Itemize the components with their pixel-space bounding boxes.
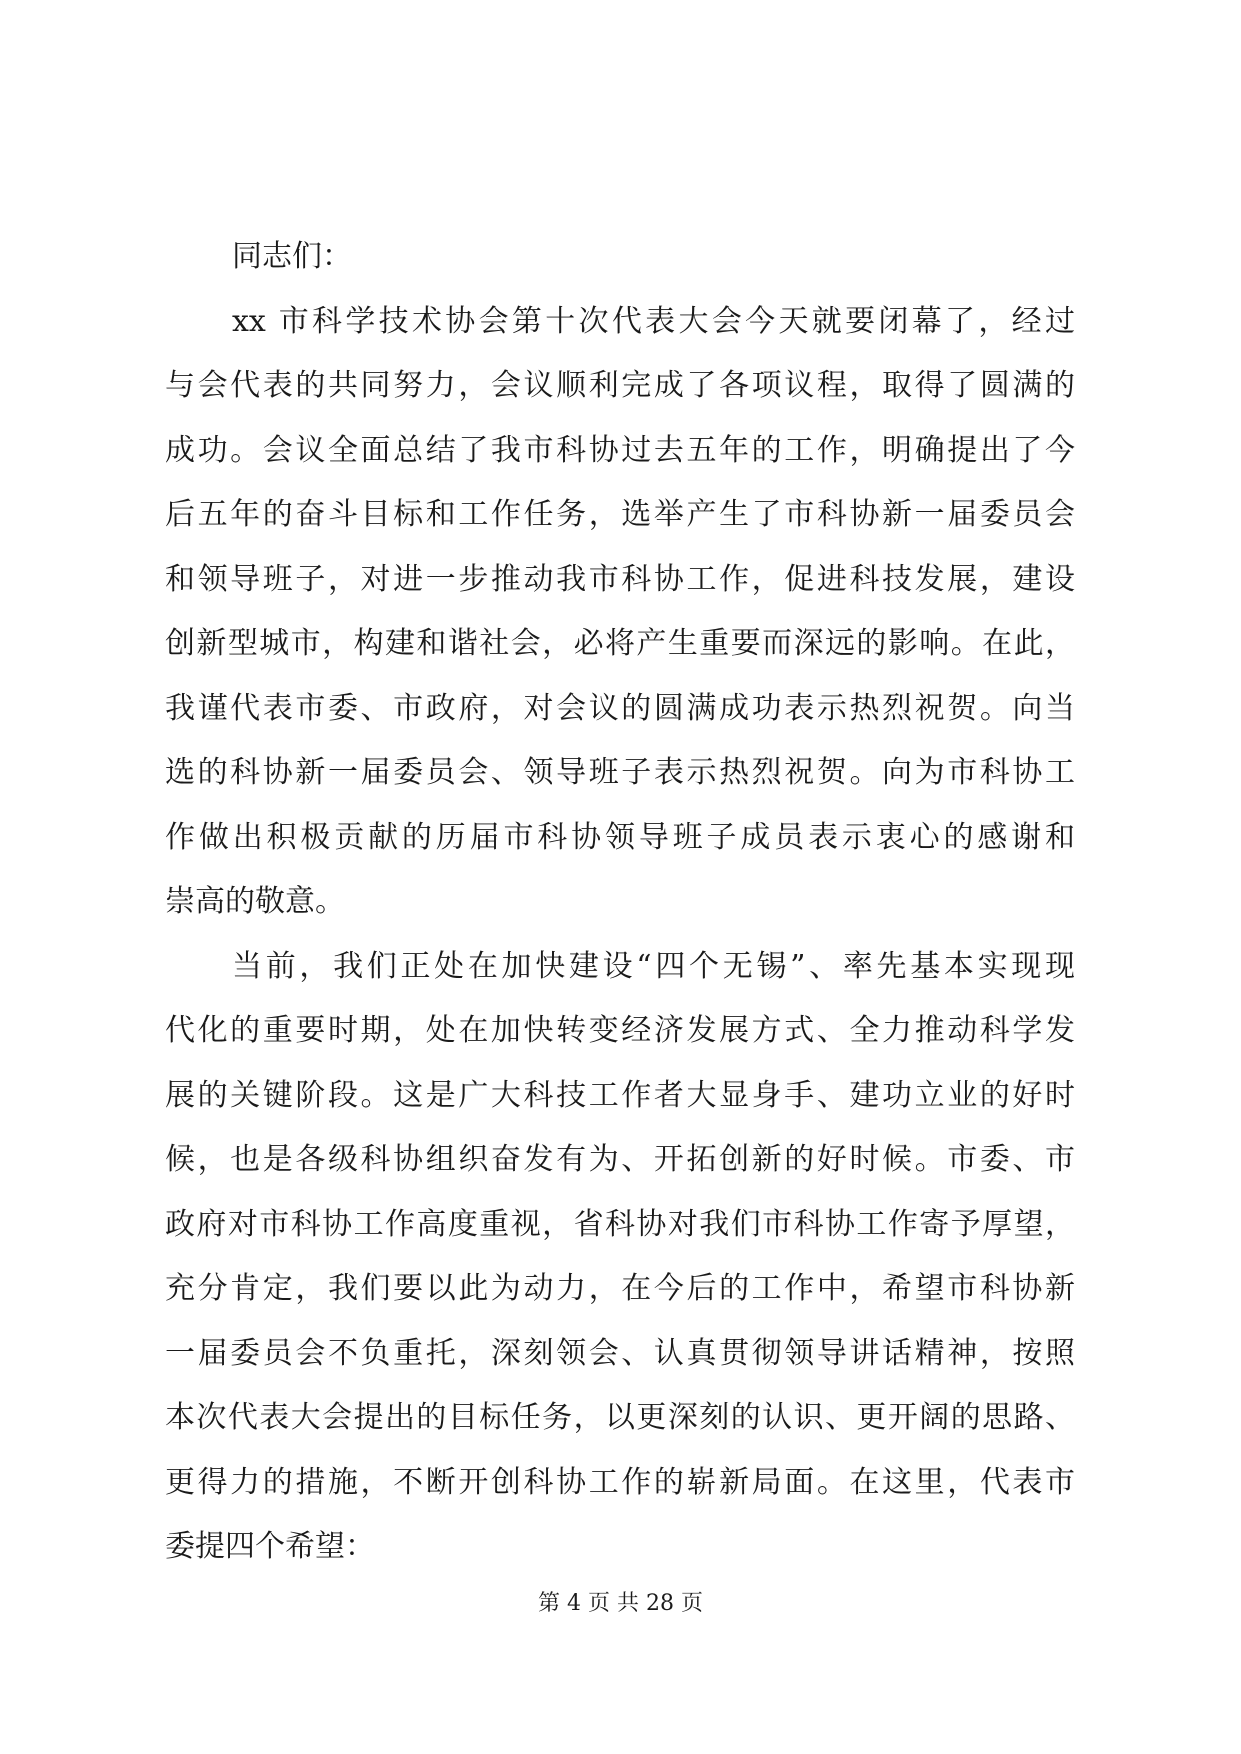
paragraph-line: xx 市科学技术协会第十次代表大会今天就要闭幕了，经过	[232, 303, 1075, 339]
paragraph-line: 充分肯定，我们要以此为动力，在今后的工作中，希望市科协新	[165, 1271, 1075, 1306]
paragraph-line: 展的关键阶段。这是广大科技工作者大显身手、建功立业的好时	[165, 1077, 1075, 1113]
paragraph-line: 本次代表大会提出的目标任务，以更深刻的认识、更开阔的思路、	[165, 1400, 1075, 1435]
paragraph-line: 当前，我们正处在加快建设“四个无锡”、率先基本实现现	[232, 948, 1075, 984]
paragraph-line: 崇高的敬意。	[165, 884, 345, 919]
page-number-footer: 第 4 页 共 28 页	[538, 1591, 703, 1616]
paragraph-2	[165, 935, 1075, 1580]
paragraph-line: 我谨代表市委、市政府，对会议的圆满成功表示热烈祝贺。向当	[165, 690, 1075, 726]
paragraph-line: 和领导班子，对进一步推动我市科协工作，促进科技发展，建设	[165, 561, 1075, 597]
paragraph-line: 代化的重要时期，处在加快转变经济发展方式、全力推动科学发	[165, 1013, 1075, 1048]
paragraph-line: 更得力的措施，不断开创科协工作的崭新局面。在这里，代表市	[165, 1464, 1075, 1500]
paragraph-line: 后五年的奋斗目标和工作任务，选举产生了市科协新一届委员会	[165, 497, 1075, 532]
paragraph-line: 作做出积极贡献的历届市科协领导班子成员表示衷心的感谢和	[165, 819, 1075, 855]
paragraph-1	[165, 290, 1075, 935]
paragraph-line: 选的科协新一届委员会、领导班子表示热烈祝贺。向为市科协工	[165, 755, 1075, 790]
paragraph-line: 委提四个希望：	[165, 1529, 375, 1564]
document-body	[165, 225, 1075, 1580]
paragraph-line: 候，也是各级科协组织奋发有为、开拓创新的好时候。市委、市	[165, 1142, 1075, 1177]
salutation: 同志们：	[232, 239, 352, 274]
paragraph-line: 与会代表的共同努力，会议顺利完成了各项议程，取得了圆满的	[165, 368, 1075, 403]
paragraph-line: 成功。会议全面总结了我市科协过去五年的工作，明确提出了今	[165, 432, 1075, 468]
paragraph-line: 一届委员会不负重托，深刻领会、认真贯彻领导讲话精神，按照	[165, 1335, 1075, 1371]
paragraph-line: 创新型城市，构建和谐社会，必将产生重要而深远的影响。在此，	[165, 626, 1075, 661]
paragraph-line: 政府对市科协工作高度重视，省科协对我们市科协工作寄予厚望，	[165, 1206, 1075, 1242]
